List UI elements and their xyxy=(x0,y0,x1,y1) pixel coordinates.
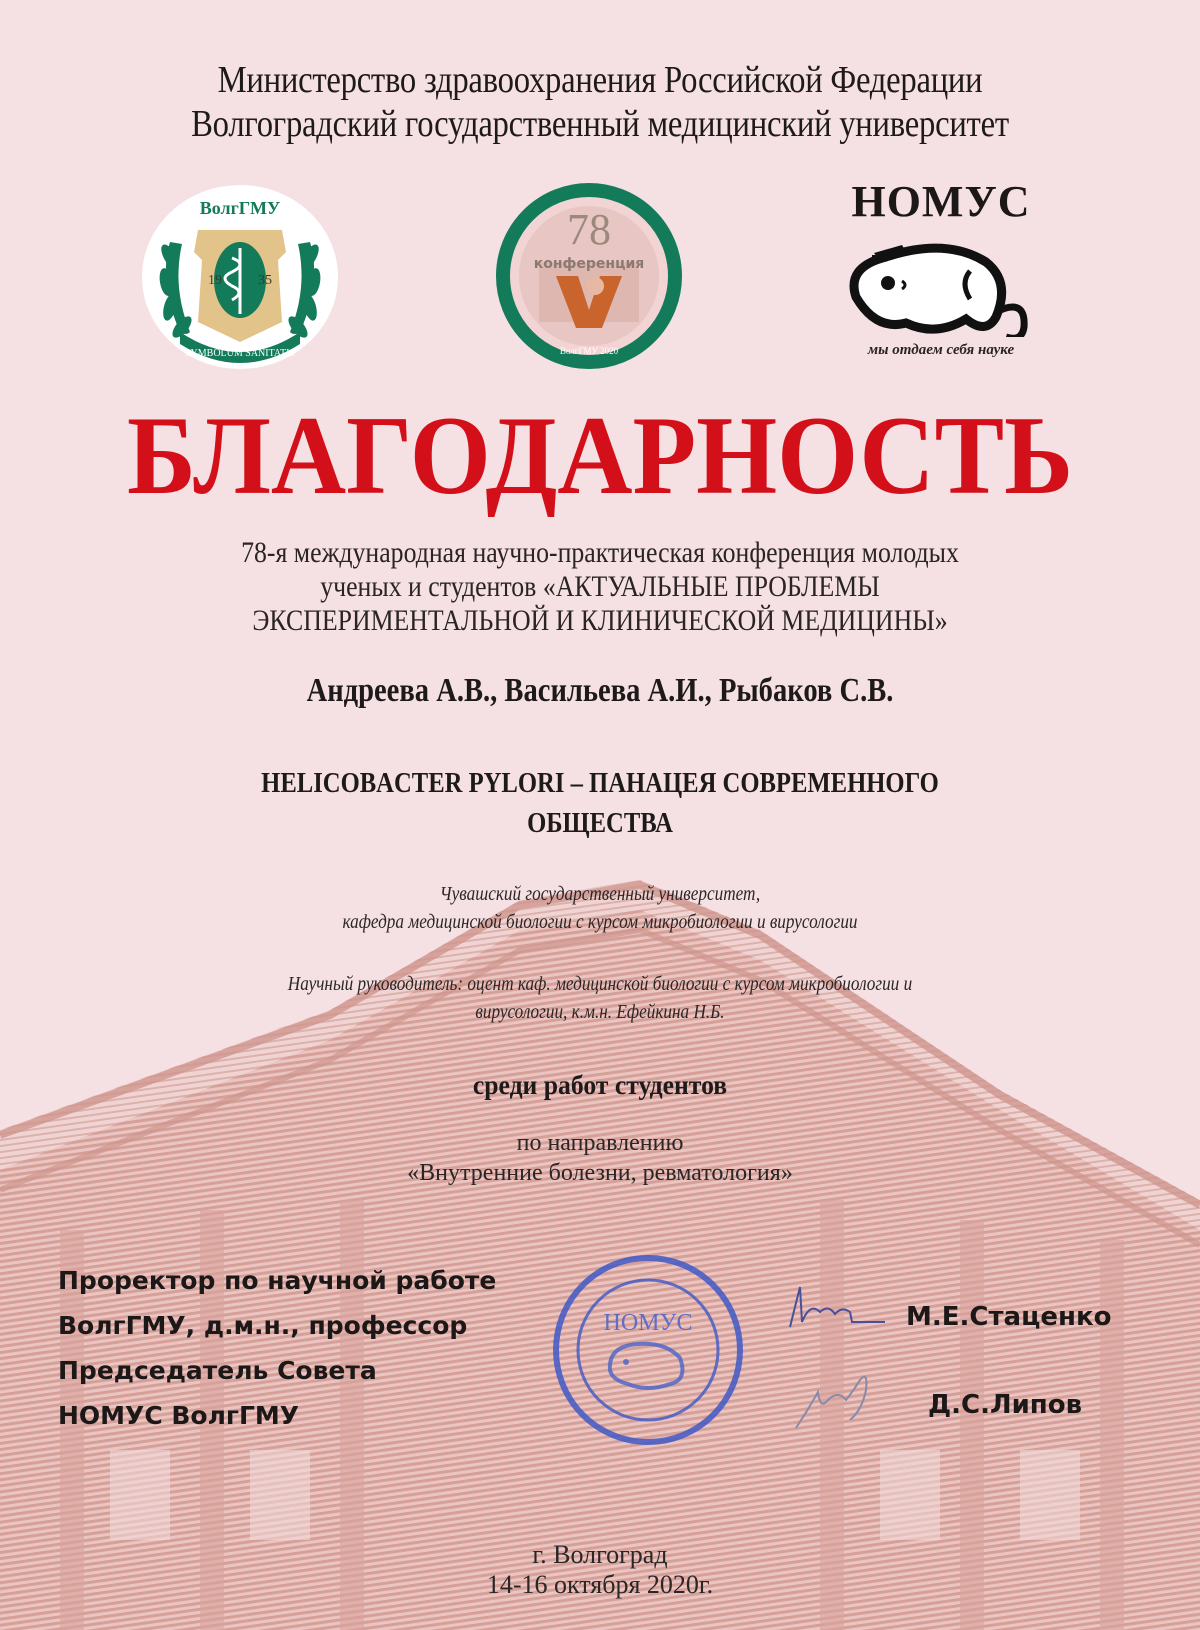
topic-line-2: ОБЩЕСТВА xyxy=(527,808,673,839)
nomus-logo xyxy=(836,176,1046,376)
svg-text:SYMBOLUM SANITATIS: SYMBOLUM SANITATIS xyxy=(184,348,296,359)
svg-text:ВолгГМУ 2020: ВолгГМУ 2020 xyxy=(559,346,619,356)
nomus-slogan: мы отдаем себя науке xyxy=(867,342,1015,358)
signatory-title-line-1: Проректор по научной работе xyxy=(58,1266,497,1295)
affiliation-line-1: Чувашский государственный университет, xyxy=(439,883,761,905)
direction xyxy=(0,1128,1200,1188)
direction-label: по направлению xyxy=(516,1130,684,1156)
volggmu-emblem-icon xyxy=(140,182,340,372)
signatory-title-line-2: ВолгГМУ, д.м.н., профессор xyxy=(58,1311,468,1340)
signatory-titles xyxy=(58,1258,496,1438)
signatory-name-1: М.Е.Стаценко xyxy=(906,1302,1112,1332)
svg-text:конференция: конференция xyxy=(533,256,645,272)
signature-1-icon xyxy=(780,1282,890,1332)
conference-78-emblem xyxy=(494,182,684,370)
city: г. Волгоград xyxy=(532,1540,668,1569)
authors-wrap xyxy=(0,672,1200,710)
topic-wrap xyxy=(0,764,1200,844)
header xyxy=(0,58,1200,146)
category: среди работ студентов xyxy=(472,1070,728,1100)
svg-text:35: 35 xyxy=(258,273,272,288)
conference-line-2: ученых и студентов «АКТУАЛЬНЫЕ ПРОБЛЕМЫ xyxy=(320,570,880,603)
nomus-logo-title: НОМУС xyxy=(851,177,1031,226)
signature-2 xyxy=(788,1370,898,1445)
authors: Андреева А.В., Васильева А.И., Рыбаков С.В. xyxy=(306,672,894,709)
direction-value: «Внутренние болезни, ревматология» xyxy=(407,1160,793,1186)
ministry-name: Министерство здравоохранения Российской Федерации xyxy=(217,59,983,101)
svg-text:ВолгГМУ: ВолгГМУ xyxy=(199,198,281,218)
supervisor xyxy=(0,970,1200,1026)
signatory-name-2: Д.С.Липов xyxy=(928,1390,1083,1420)
conference-line-1: 78-я международная научно-практическая конференция молодых xyxy=(241,536,959,569)
signature-1 xyxy=(780,1282,890,1337)
volggmu-emblem xyxy=(140,182,340,372)
category-wrap xyxy=(0,1070,1200,1101)
signatory-title-line-3: Председатель Совета xyxy=(58,1356,377,1385)
svg-text:19: 19 xyxy=(208,273,222,288)
affiliation-line-2: кафедра медицинской биологии с курсом микробиологии и вирусологии xyxy=(342,911,858,933)
certificate-title-wrap xyxy=(0,392,1200,521)
svg-text:НОМУС: НОМУС xyxy=(603,1310,693,1336)
conference-line-3: ЭКСПЕРИМЕНТАЛЬНОЙ И КЛИНИЧЕСКОЙ МЕДИЦИНЫ» xyxy=(252,604,948,637)
footer xyxy=(0,1540,1200,1600)
conference-78-emblem-icon xyxy=(494,182,684,370)
mouse-icon xyxy=(836,227,1046,337)
conference-description xyxy=(0,536,1200,638)
supervisor-line-2: вирусологии, к.м.н. Ефейкина Н.Б. xyxy=(475,1001,725,1023)
nomus-stamp xyxy=(548,1250,748,1450)
university-name: Волгоградский государственный медицинский университет xyxy=(191,103,1009,145)
svg-text:78: 78 xyxy=(567,205,611,254)
signature-2-icon xyxy=(788,1370,898,1440)
stamp-icon xyxy=(548,1250,748,1450)
certificate-title: БЛАГОДАРНОСТЬ xyxy=(127,394,1073,518)
signatory-title-line-4: НОМУС ВолгГМУ xyxy=(58,1401,300,1430)
affiliation xyxy=(0,880,1200,936)
supervisor-line-1: Научный руководитель: оцент каф. медицинской биологии с курсом микробиологии и xyxy=(287,973,913,995)
topic-line-1: HELICOBACTER PYLORI – ПАНАЦЕЯ СОВРЕМЕННОГО xyxy=(261,768,939,799)
event-date: 14-16 октября 2020г. xyxy=(486,1570,714,1599)
